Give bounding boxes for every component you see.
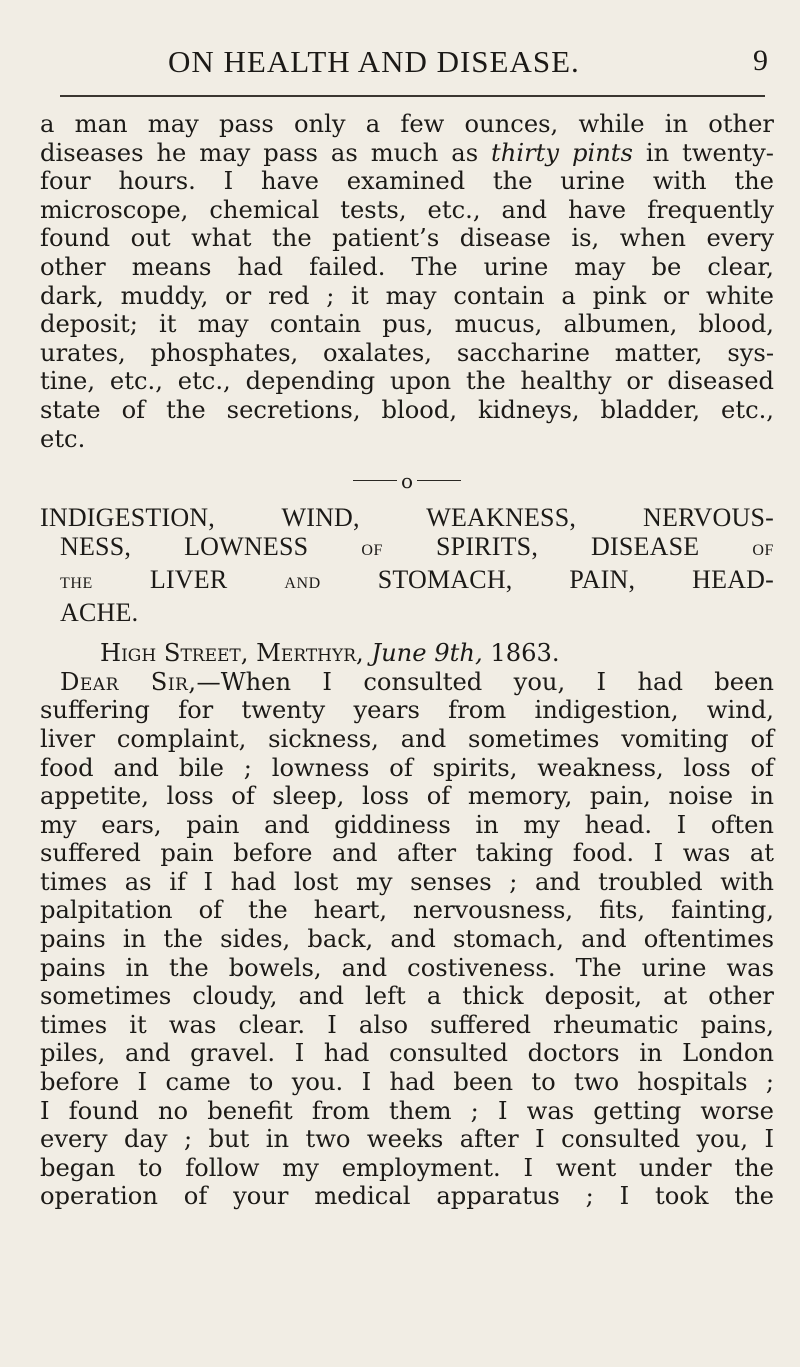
text-line-italic-mix xyxy=(40,139,774,168)
heading-text: SPIRITS, DISEASE xyxy=(436,532,700,562)
text-line: piles, and gravel. I had consulted doctors in London xyxy=(40,1039,774,1068)
text-line: a man may pass only a few ounces, while in other xyxy=(40,110,774,138)
text-line: etc. xyxy=(40,424,86,453)
text-line: appetite, loss of sleep, loss of memory, pain, noise in xyxy=(40,782,774,811)
text-line: dark, muddy, or red ; it may contain a pink or white xyxy=(40,281,774,310)
text-line: palpitation of the heart, nervousness, fits, fainting, xyxy=(40,896,774,925)
dateline-date: June 9th, xyxy=(371,639,483,668)
text-line: other means had failed. The urine may be clear, xyxy=(40,252,774,281)
page-number: 9 xyxy=(753,44,768,77)
text-segment: diseases he may pass as much as xyxy=(40,138,492,167)
heading-text: NESS, LOWNESS xyxy=(60,532,309,562)
text-line: tine, etc., etc., depending upon the healthy or diseased xyxy=(40,367,774,396)
italic-phrase: thirty pints xyxy=(491,138,633,167)
heading-line xyxy=(40,532,774,565)
heading-line: INDIGESTION, WIND, WEAKNESS, NERVOUS- xyxy=(40,503,774,533)
text-line: microscope, chemical tests, etc., and have frequently xyxy=(40,195,774,224)
text-line: deposit; it may contain pus, mucus, albumen, blood, xyxy=(40,310,774,339)
dateline-year: 1863. xyxy=(490,639,560,668)
dateline xyxy=(40,639,774,668)
running-head xyxy=(40,44,774,94)
text-line: began to follow my employment. I went under the xyxy=(40,1153,774,1182)
text-line: state of the secretions, blood, kidneys, bladder, etc., xyxy=(40,395,774,424)
heading-small-word: OF xyxy=(752,542,775,560)
text-line: times as if I had lost my senses ; and troubled with xyxy=(40,867,774,896)
heading-line xyxy=(40,565,774,598)
text-segment: —When I consulted you, I had been xyxy=(196,667,774,696)
separator-dash-left xyxy=(353,480,397,481)
heading-text: LIVER xyxy=(149,565,228,595)
text-line: suffering for twenty years from indigestion, wind, xyxy=(40,696,774,725)
text-line: I found no benefit from them ; I was getting worse xyxy=(40,1096,774,1125)
text-line: found out what the patient’s disease is, when every xyxy=(40,224,774,253)
text-line: sometimes cloudy, and left a thick deposit, at other xyxy=(40,982,774,1011)
book-page xyxy=(40,0,774,1367)
text-line xyxy=(40,668,774,697)
text-line: times it was clear. I also suffered rheumatic pains, xyxy=(40,1010,774,1039)
text-line: four hours. I have examined the urine with the xyxy=(40,167,774,196)
heading-small-word: OF xyxy=(361,542,383,560)
paragraph-continuation xyxy=(40,110,774,453)
header-rule xyxy=(60,95,765,97)
text-line: suffered pain before and after taking food. I was at xyxy=(40,839,774,868)
separator-mark: o xyxy=(400,468,414,493)
text-line: operation of your medical apparatus ; I took the xyxy=(40,1182,774,1211)
heading-line: ACHE. xyxy=(60,598,139,628)
dateline-place: High Street, Merthyr, xyxy=(100,639,364,668)
section-separator xyxy=(40,467,774,491)
text-line: food and bile ; lowness of spirits, weakness, loss of xyxy=(40,753,774,782)
separator-dash-right xyxy=(417,480,461,481)
text-line: liver complaint, sickness, and sometimes vomiting of xyxy=(40,724,774,753)
text-line: pains in the bowels, and costiveness. The urine was xyxy=(40,953,774,982)
section-heading xyxy=(40,503,774,627)
body-text xyxy=(40,110,774,1211)
heading-text: STOMACH, PAIN, HEAD- xyxy=(377,565,775,595)
heading-small-word: AND xyxy=(284,575,321,593)
text-line: every day ; but in two weeks after I consulted you, I xyxy=(40,1125,774,1154)
running-title: ON HEALTH AND DISEASE. xyxy=(168,44,580,79)
letter-body xyxy=(40,668,774,1211)
salutation: Dear Sir, xyxy=(60,667,197,696)
text-line: my ears, pain and giddiness in my head. I often xyxy=(40,810,774,839)
text-line: before I came to you. I had been to two hospitals ; xyxy=(40,1068,774,1097)
text-segment: in twenty- xyxy=(632,138,774,167)
heading-small-word: THE xyxy=(60,575,93,593)
text-line: pains in the sides, back, and stomach, and oftentimes xyxy=(40,925,774,954)
text-line: urates, phosphates, oxalates, saccharine matter, sys- xyxy=(40,338,774,367)
